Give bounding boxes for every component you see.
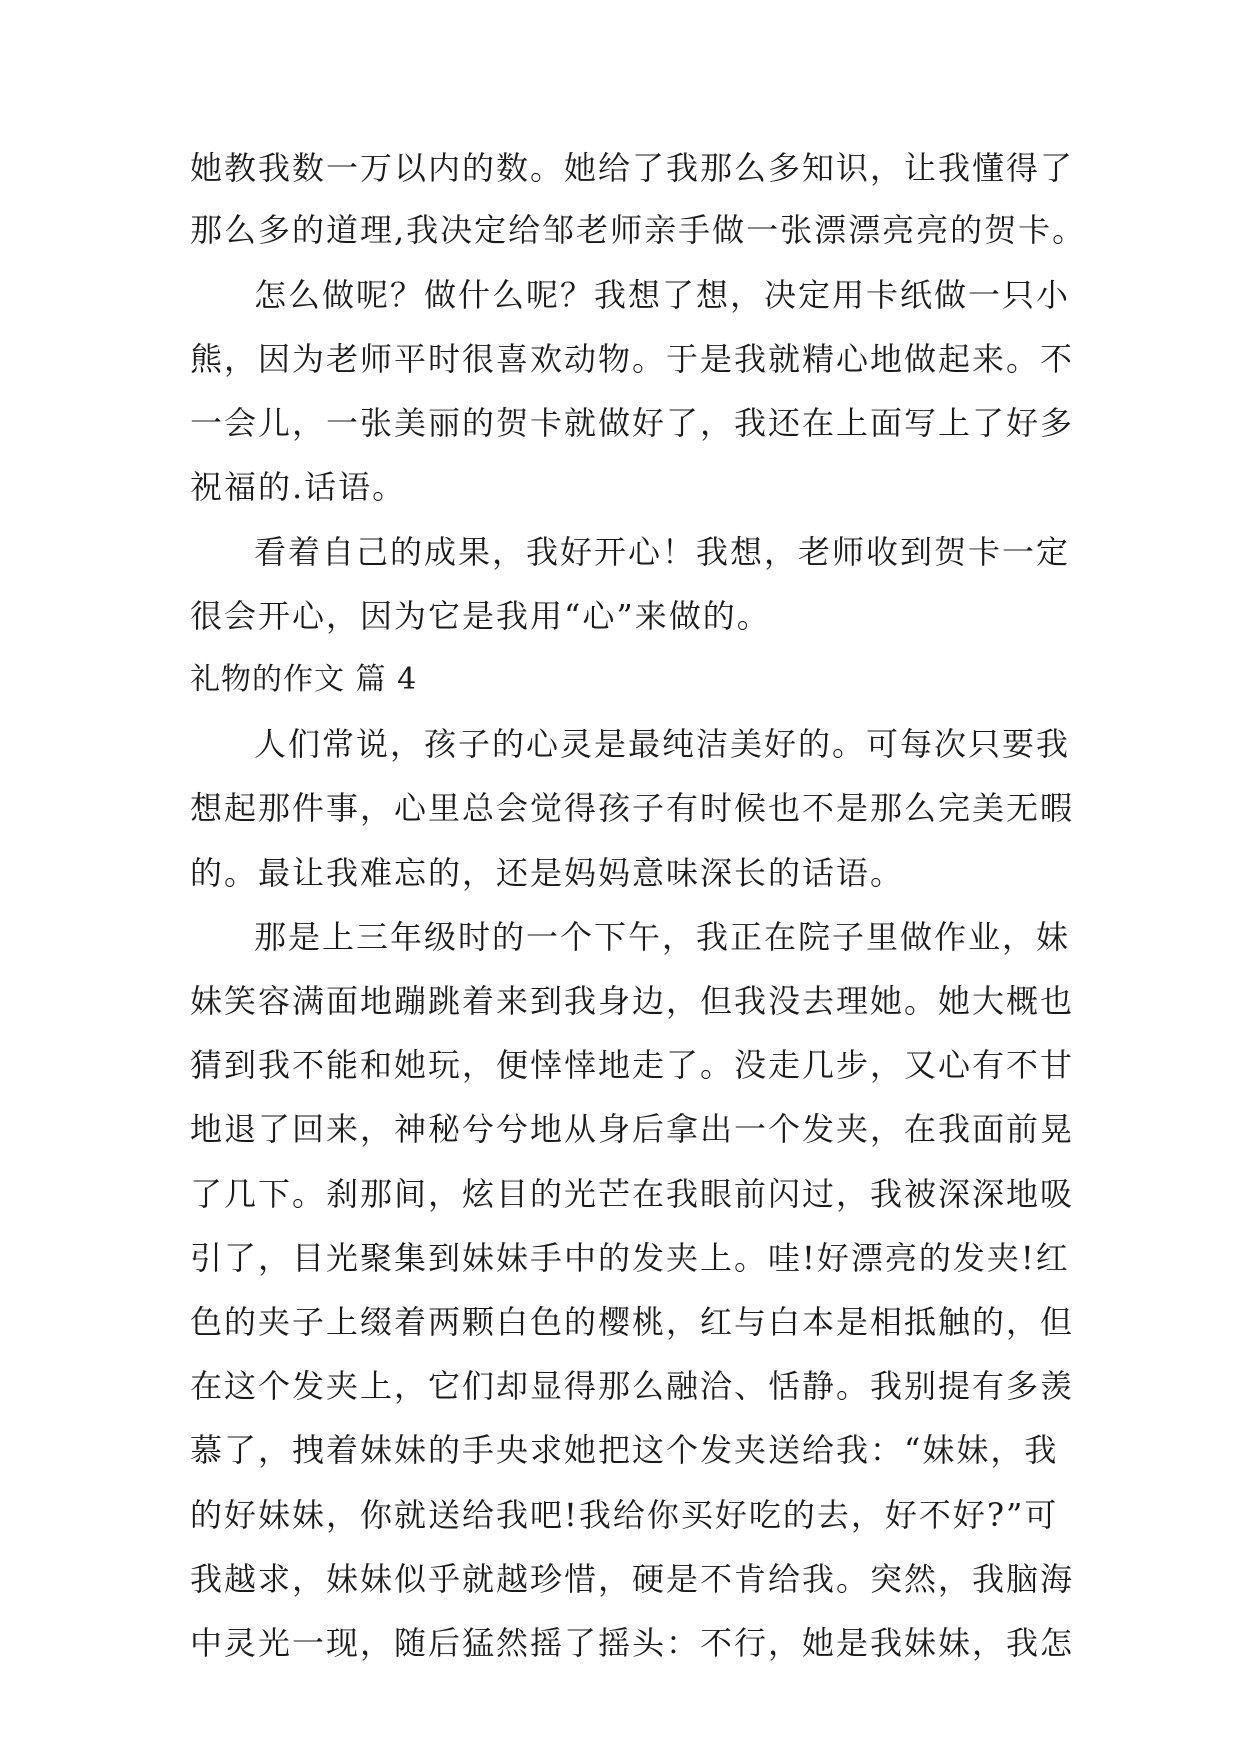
text-line: 慕了，拽着妹妹的手央求她把这个发夹送给我：“妹妹，我: [190, 1431, 1059, 1469]
text-line: 地退了回来，神秘兮兮地从身后拿出一个发夹，在我面前晃: [190, 1110, 1075, 1148]
text-line: 熊，因为老师平时很喜欢动物。于是我就精心地做起来。不: [190, 340, 1075, 378]
paragraph-start-line: 怎么做呢？做什么呢？我想了想，决定用卡纸做一只小: [254, 276, 1071, 314]
text-line: 那么多的道理,我决定给邹老师亲手做一张漂漂亮亮的贺卡。: [190, 211, 1087, 249]
text-line: 的好妹妹，你就送给我吧!我给你买好吃的去，好不好?”可: [190, 1496, 1059, 1534]
text-line: 妹笑容满面地蹦跳着来到我身边，但我没去理她。她大概也: [190, 982, 1075, 1020]
section-heading: 礼物的作文 篇 4: [190, 662, 418, 697]
paragraph-start-line: 看着自己的成果，我好开心！我想，老师收到贺卡一定: [254, 533, 1071, 571]
text-line: 猜到我不能和她玩，便悻悻地走了。没走几步，又心有不甘: [190, 1046, 1075, 1084]
text-line: 很会开心，因为它是我用“心”来做的。: [190, 597, 771, 635]
text-line: 我越求，妹妹似乎就越珍惜，硬是不肯给我。突然，我脑海: [190, 1560, 1075, 1598]
text-line: 一会儿，一张美丽的贺卡就做好了，我还在上面写上了好多: [190, 404, 1075, 442]
text-line: 想起那件事，心里总会觉得孩子有时候也不是那么完美无暇: [190, 789, 1075, 827]
text-line: 引了，目光聚集到妹妹手中的发夹上。哇!好漂亮的发夹!红: [190, 1239, 1070, 1277]
paragraph-start-line: 人们常说，孩子的心灵是最纯洁美好的。可每次只要我: [254, 725, 1071, 763]
text-line: 中灵光一现，随后猛然摇了摇头：不行，她是我妹妹，我怎: [190, 1624, 1075, 1662]
text-line: 了几下。刹那间，炫目的光芒在我眼前闪过，我被深深地吸: [190, 1175, 1075, 1213]
text-line: 在这个发夹上，它们却显得那么融洽、恬静。我别提有多羡: [190, 1367, 1075, 1405]
text-line: 的。最让我难忘的，还是妈妈意味深长的话语。: [190, 854, 905, 892]
text-line: 祝福的.话语。: [190, 468, 407, 506]
paragraph-start-line: 那是上三年级时的一个下午，我正在院子里做作业，妹: [254, 918, 1071, 956]
text-line: 她教我数一万以内的数。她给了我那么多知识，让我懂得了: [190, 149, 1075, 187]
text-line: 色的夹子上缀着两颗白色的樱桃，红与白本是相抵触的，但: [190, 1303, 1075, 1341]
